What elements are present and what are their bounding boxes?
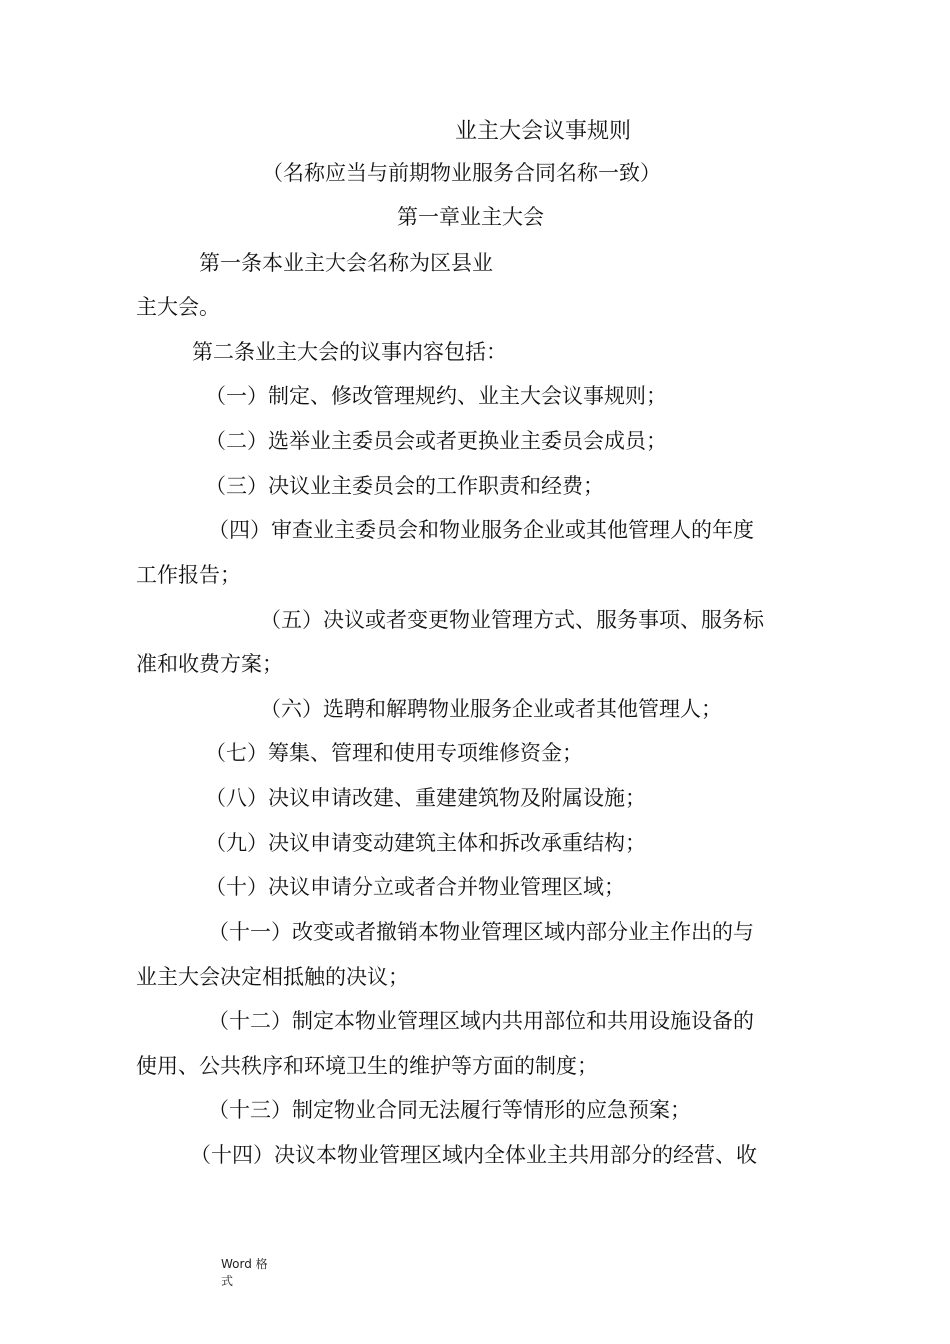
list-item-11-line-2: 业主大会决定相抵触的决议； — [136, 965, 409, 989]
list-item-4-line-2: 工作报告； — [136, 563, 241, 587]
list-item-5-line-2: 准和收费方案； — [136, 652, 283, 676]
list-item-14: （十四）决议本物业管理区域内全体业主共用部分的经营、收 — [190, 1143, 757, 1167]
footer-line-2: 式 — [221, 1274, 234, 1288]
list-item-4-line-1: （四）审查业主委员会和物业服务企业或其他管理人的年度 — [208, 518, 754, 542]
list-item-8: （八）决议申请改建、重建建筑物及附属设施； — [205, 786, 646, 810]
list-item-7: （七）筹集、管理和使用专项维修资金； — [205, 741, 583, 765]
footer-line-1: Word 格 — [221, 1257, 268, 1271]
list-item-12-line-1: （十二）制定本物业管理区域内共用部位和共用设施设备的 — [208, 1009, 754, 1033]
list-item-11-line-1: （十一）改变或者撤销本物业管理区域内部分业主作出的与 — [208, 920, 754, 944]
list-item-6: （六）选聘和解聘物业服务企业或者其他管理人； — [260, 697, 722, 721]
document-title: 业主大会议事规则 — [455, 119, 632, 144]
list-item-12-line-2: 使用、公共秩序和环境卫生的维护等方面的制度； — [136, 1054, 598, 1078]
list-item-13: （十三）制定物业合同无法履行等情形的应急预案； — [208, 1098, 691, 1122]
list-item-1: （一）制定、修改管理规约、业主大会议事规则； — [205, 384, 667, 408]
list-item-3: （三）决议业主委员会的工作职责和经费； — [205, 474, 604, 498]
list-item-5-line-1: （五）决议或者变更物业管理方式、服务事项、服务标 — [260, 608, 764, 632]
list-item-10: （十）决议申请分立或者合并物业管理区域； — [205, 875, 625, 899]
article-1-line-2: 主大会。 — [136, 295, 220, 319]
document-subtitle: （名称应当与前期物业服务合同名称一致） — [262, 161, 661, 185]
chapter-heading: 第一章业主大会 — [397, 205, 544, 229]
list-item-2: （二）选举业主委员会或者更换业主委员会成员； — [205, 429, 667, 453]
article-1-line-1: 第一条本业主大会名称为区县业 — [199, 251, 493, 275]
list-item-9: （九）决议申请变动建筑主体和拆改承重结构； — [205, 831, 646, 855]
article-2-intro: 第二条业主大会的议事内容包括： — [192, 340, 507, 364]
